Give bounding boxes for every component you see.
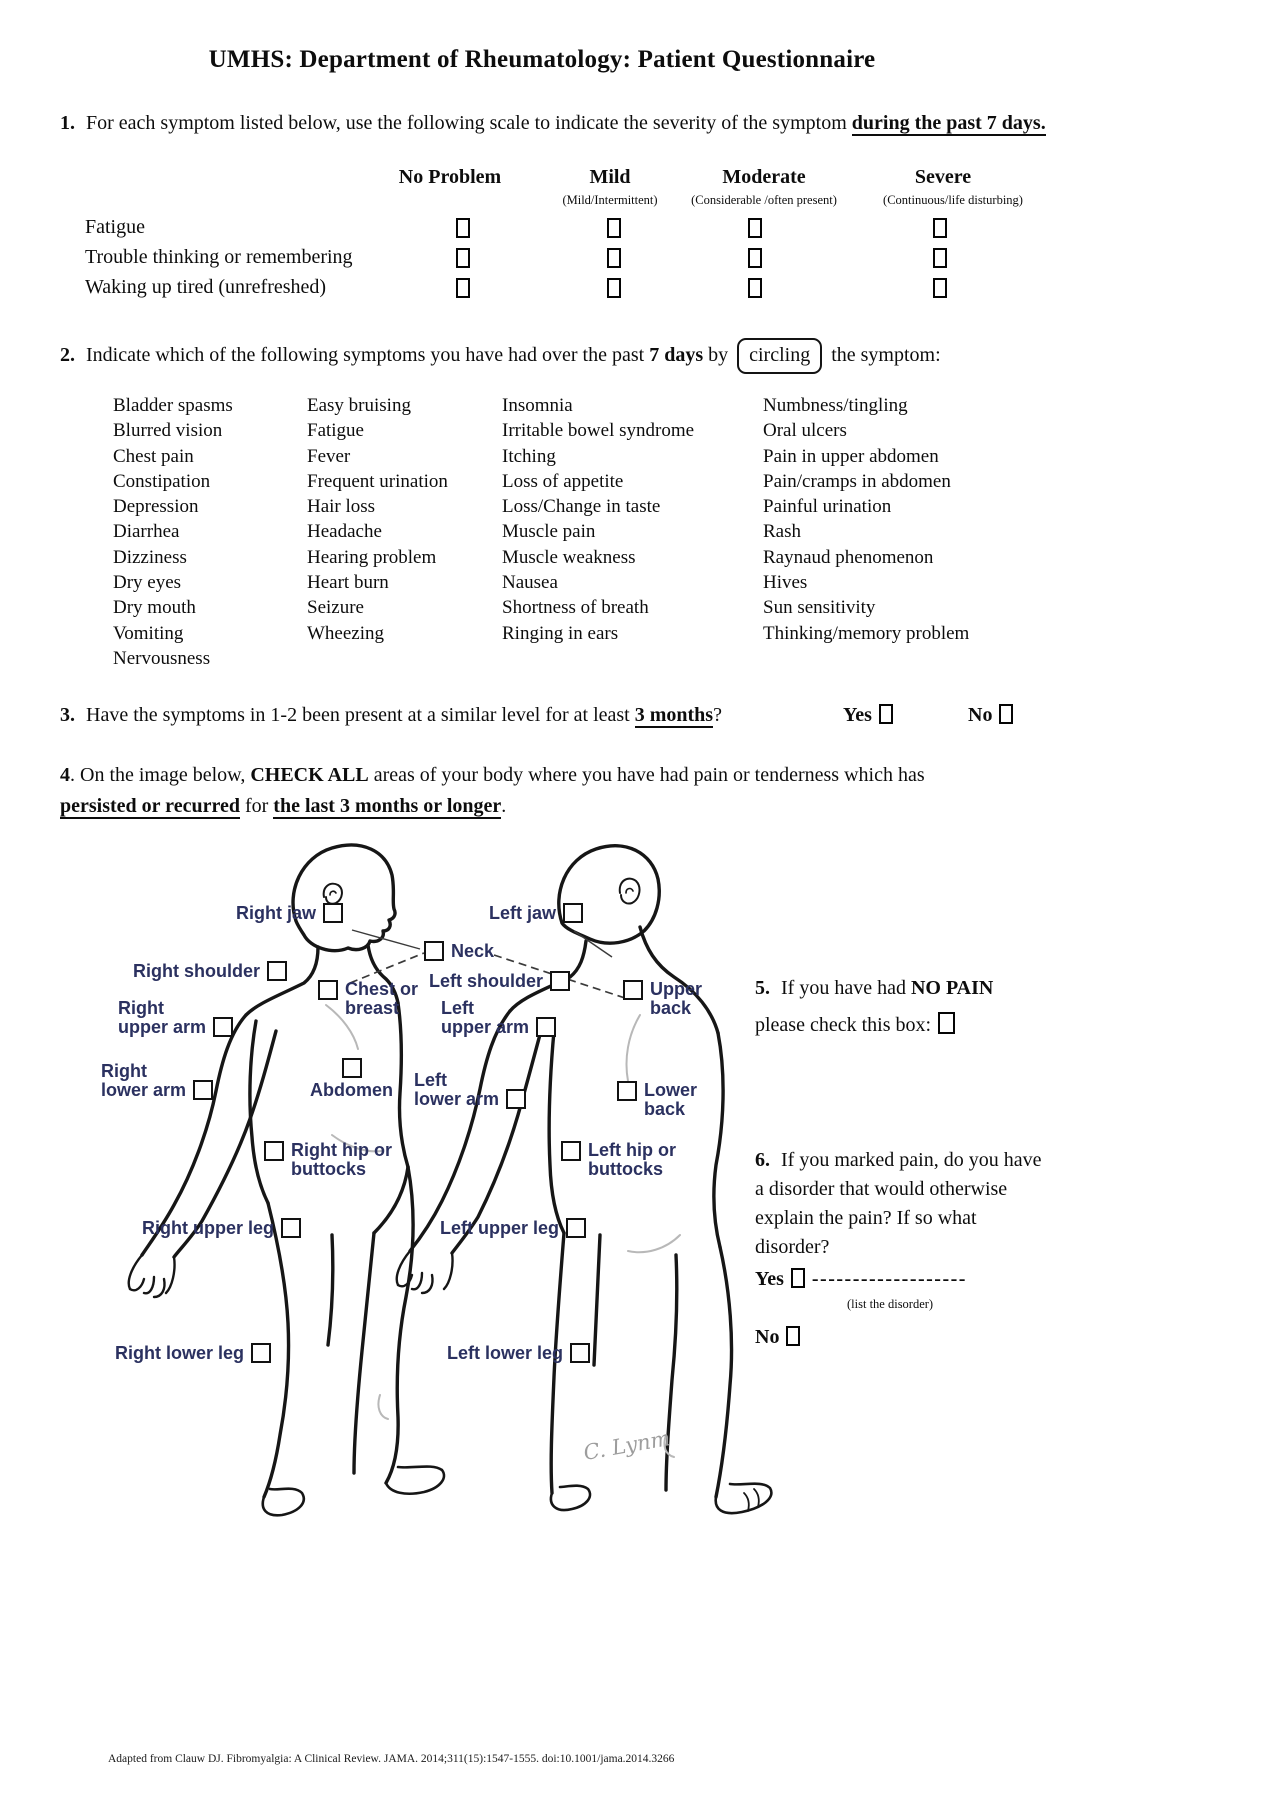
question-4-number: 4	[60, 764, 70, 786]
question-6-number: 6.	[755, 1149, 770, 1171]
question-2-text: Indicate which of the following symptoms you have had over the past	[86, 344, 645, 366]
question-2: 2. Indicate which of the following symptoms you have had over the past 7 days by circling the symptom:	[60, 338, 941, 374]
checkbox-right-lower-arm[interactable]	[193, 1080, 213, 1100]
checkbox-left-jaw[interactable]	[563, 903, 583, 923]
circled-word: circling	[737, 338, 822, 374]
scale-header-severe: Severe	[914, 166, 972, 188]
symptom-item[interactable]: Raynaud phenomenon	[763, 546, 934, 568]
question-4-check-all: CHECK ALL	[250, 764, 369, 786]
no-label: No	[968, 704, 993, 726]
symptom-item[interactable]: Hearing problem	[307, 546, 437, 568]
symptom-item[interactable]: Insomnia	[502, 395, 573, 416]
scale-header-no-problem: No Problem	[398, 166, 502, 188]
checkbox-left-hip-or-buttocks[interactable]	[561, 1141, 581, 1161]
body-label-upper-back: Upper back	[623, 980, 702, 1018]
symptom-item[interactable]: Dry eyes	[113, 572, 182, 594]
body-label-right-shoulder: Right shoulder	[133, 961, 287, 981]
symptom-item[interactable]: Ringing in ears	[502, 622, 619, 644]
checkbox-left-upper-leg[interactable]	[566, 1218, 586, 1238]
question-5-number: 5.	[755, 977, 770, 999]
body-label-left-shoulder: Left shoulder	[429, 971, 570, 991]
symptom-item[interactable]: Muscle weakness	[502, 546, 636, 568]
checkbox-q6-yes[interactable]	[791, 1268, 805, 1288]
body-label-chest-or-breast: Chest or breast	[318, 980, 418, 1018]
symptom-item[interactable]: Muscle pain	[502, 521, 596, 543]
body-label-right-jaw: Right jaw	[236, 903, 343, 923]
question-4-underline-2: the last 3 months or longer	[273, 795, 502, 817]
checkbox-right-hip-or-buttocks[interactable]	[264, 1141, 284, 1161]
symptom-item[interactable]: Diarrhea	[113, 521, 180, 543]
scale-subheader-mild: (Mild/Intermittent)	[562, 193, 658, 207]
question-1-emphasis: during the past 7 days.	[851, 112, 1046, 134]
symptom-item[interactable]: Dry mouth	[113, 597, 196, 619]
checkbox-left-shoulder[interactable]	[550, 971, 570, 991]
symptom-item[interactable]: Irritable bowel syndrome	[502, 420, 695, 442]
checkbox-right-lower-leg[interactable]	[251, 1343, 271, 1363]
question-2-number: 2.	[60, 344, 75, 366]
body-diagram	[80, 835, 780, 1535]
question-3: 3. Have the symptoms in 1-2 been present at a similar level for at least 3 months?	[60, 704, 722, 726]
question-4-underline-1: persisted or recurred	[60, 795, 240, 817]
scale-header-mild: Mild	[589, 166, 631, 188]
symptom-item[interactable]: Vomiting	[113, 622, 184, 644]
symptom-item[interactable]: Constipation	[113, 470, 211, 492]
illustrator-signature: C. Lynm	[581, 1426, 673, 1465]
symptom-item[interactable]: Pain/cramps in abdomen	[763, 470, 951, 492]
symptom-item[interactable]: Easy bruising	[307, 395, 411, 416]
symptom-item[interactable]: Thinking/memory problem	[763, 622, 970, 644]
symptom-item[interactable]: Dizziness	[113, 546, 187, 568]
symptom-item[interactable]: Fatigue	[307, 420, 364, 442]
body-label-right-lower-leg: Right lower leg	[115, 1343, 271, 1363]
question-1-number: 1.	[60, 112, 75, 134]
checkbox-no-pain[interactable]	[938, 1012, 955, 1034]
question-5: 5. If you have had NO PAIN please check this box:	[755, 977, 994, 1036]
body-label-abdomen: Abdomen	[310, 1058, 393, 1100]
question-3-number: 3.	[60, 704, 75, 726]
symptom-item[interactable]: Chest pain	[113, 445, 194, 467]
scale-row-fatigue: Fatigue	[85, 216, 145, 238]
checkbox-lower-back[interactable]	[617, 1081, 637, 1101]
symptom-item[interactable]: Depression	[113, 496, 199, 518]
symptom-item[interactable]: Sun sensitivity	[763, 597, 876, 619]
symptom-item[interactable]: Fever	[307, 445, 351, 467]
symptom-item[interactable]: Headache	[307, 521, 382, 543]
scale-row-waking-up-tired: Waking up tired (unrefreshed)	[85, 276, 327, 298]
disorder-answer-line[interactable]: -------------------	[811, 1268, 967, 1290]
no-pain-bold: NO PAIN	[910, 977, 994, 999]
symptom-item[interactable]: Blurred vision	[113, 420, 223, 442]
body-label-right-hip-or-buttocks: Right hip or buttocks	[264, 1141, 392, 1179]
question-2-bold-days: 7 days	[649, 344, 704, 366]
checkbox-chest-or-breast[interactable]	[318, 980, 338, 1000]
yes-label: Yes	[843, 704, 872, 726]
question-3-text: Have the symptoms in 1-2 been present at a similar level for at least	[86, 704, 630, 726]
question-4: 4. On the image below, CHECK ALL areas of your body where you have had pain or tenderness which has persisted or recurred for the last 3 months or longer.	[60, 764, 925, 817]
symptom-item[interactable]: Itching	[502, 445, 556, 467]
symptom-item[interactable]: Pain in upper abdomen	[763, 445, 939, 467]
symptom-item[interactable]: Painful urination	[763, 496, 892, 518]
body-label-left-lower-leg: Left lower leg	[447, 1343, 590, 1363]
symptom-item[interactable]: Hives	[763, 572, 808, 594]
body-label-left-jaw: Left jaw	[489, 903, 583, 923]
scale-row-trouble-thinking: Trouble thinking or remembering	[85, 246, 353, 268]
checkbox-left-lower-leg[interactable]	[570, 1343, 590, 1363]
question-1-text: For each symptom listed below, use the following scale to indicate the severity of the symptom	[86, 112, 847, 134]
checkbox-q6-no[interactable]	[786, 1326, 800, 1346]
symptom-item[interactable]: Shortness of breath	[502, 597, 649, 619]
symptom-item[interactable]: Wheezing	[307, 622, 385, 644]
symptom-item[interactable]: Loss of appetite	[502, 470, 624, 492]
symptom-item[interactable]: Oral ulcers	[763, 420, 847, 442]
scale-subheader-moderate: (Considerable /often present)	[691, 193, 837, 207]
body-label-left-upper-arm: Left upper arm	[441, 999, 556, 1037]
question-3-emphasis: 3 months	[634, 704, 714, 726]
checkbox-right-upper-leg[interactable]	[281, 1218, 301, 1238]
checkbox-right-upper-arm[interactable]	[213, 1017, 233, 1037]
symptom-item[interactable]: Rash	[763, 521, 801, 543]
yes-label: Yes	[755, 1268, 784, 1290]
checkbox-upper-back[interactable]	[623, 980, 643, 1000]
body-label-left-lower-arm: Left lower arm	[414, 1071, 526, 1109]
symptom-item[interactable]: Frequent urination	[307, 470, 448, 492]
citation-footer: Adapted from Clauw DJ. Fibromyalgia: A Clinical Review. JAMA. 2014;311(15):1547-1555. doi:10.1001/jama.2014.3266	[108, 1753, 675, 1765]
symptom-item[interactable]: Nervousness	[113, 647, 211, 669]
page-title: UMHS: Department of Rheumatology: Patient Questionnaire	[208, 46, 876, 73]
body-label-right-lower-arm: Right lower arm	[101, 1062, 213, 1100]
question-6	[755, 1146, 1051, 1352]
body-label-left-upper-leg: Left upper leg	[440, 1218, 586, 1238]
body-label-left-hip-or-buttocks: Left hip or buttocks	[561, 1141, 676, 1179]
symptom-item[interactable]: Nausea	[502, 572, 558, 594]
symptom-item[interactable]: Numbness/tingling	[763, 395, 908, 416]
symptom-item[interactable]: Hair loss	[307, 496, 376, 518]
no-label: No	[755, 1326, 780, 1348]
scale-header-moderate: Moderate	[722, 166, 806, 188]
checkbox-right-shoulder[interactable]	[267, 961, 287, 981]
question-6-text: If you marked pain, do you have a disorder that would otherwise explain the pain? If so what disorder?	[755, 1149, 1042, 1258]
body-label-right-upper-leg: Right upper leg	[142, 1218, 301, 1238]
symptom-item[interactable]: Heart burn	[307, 572, 389, 594]
list-disorder-hint: (list the disorder)	[847, 1297, 934, 1311]
scale-subheader-severe: (Continuous/life disturbing)	[883, 193, 1023, 207]
body-label-right-upper-arm: Right upper arm	[118, 999, 233, 1037]
symptom-item[interactable]: Loss/Change in taste	[502, 496, 661, 518]
checkbox-left-lower-arm[interactable]	[506, 1089, 526, 1109]
checkbox-abdomen[interactable]	[342, 1058, 362, 1078]
body-label-lower-back: Lower back	[617, 1081, 697, 1119]
symptom-item[interactable]: Seizure	[307, 597, 364, 619]
question-4-text: On the image below,	[80, 764, 246, 786]
checkbox-right-jaw[interactable]	[323, 903, 343, 923]
body-figure-front	[129, 845, 444, 1515]
checkbox-left-upper-arm[interactable]	[536, 1017, 556, 1037]
symptom-item[interactable]: Bladder spasms	[113, 395, 233, 416]
checkbox-neck[interactable]	[424, 941, 444, 961]
body-label-neck: Neck	[424, 941, 494, 961]
